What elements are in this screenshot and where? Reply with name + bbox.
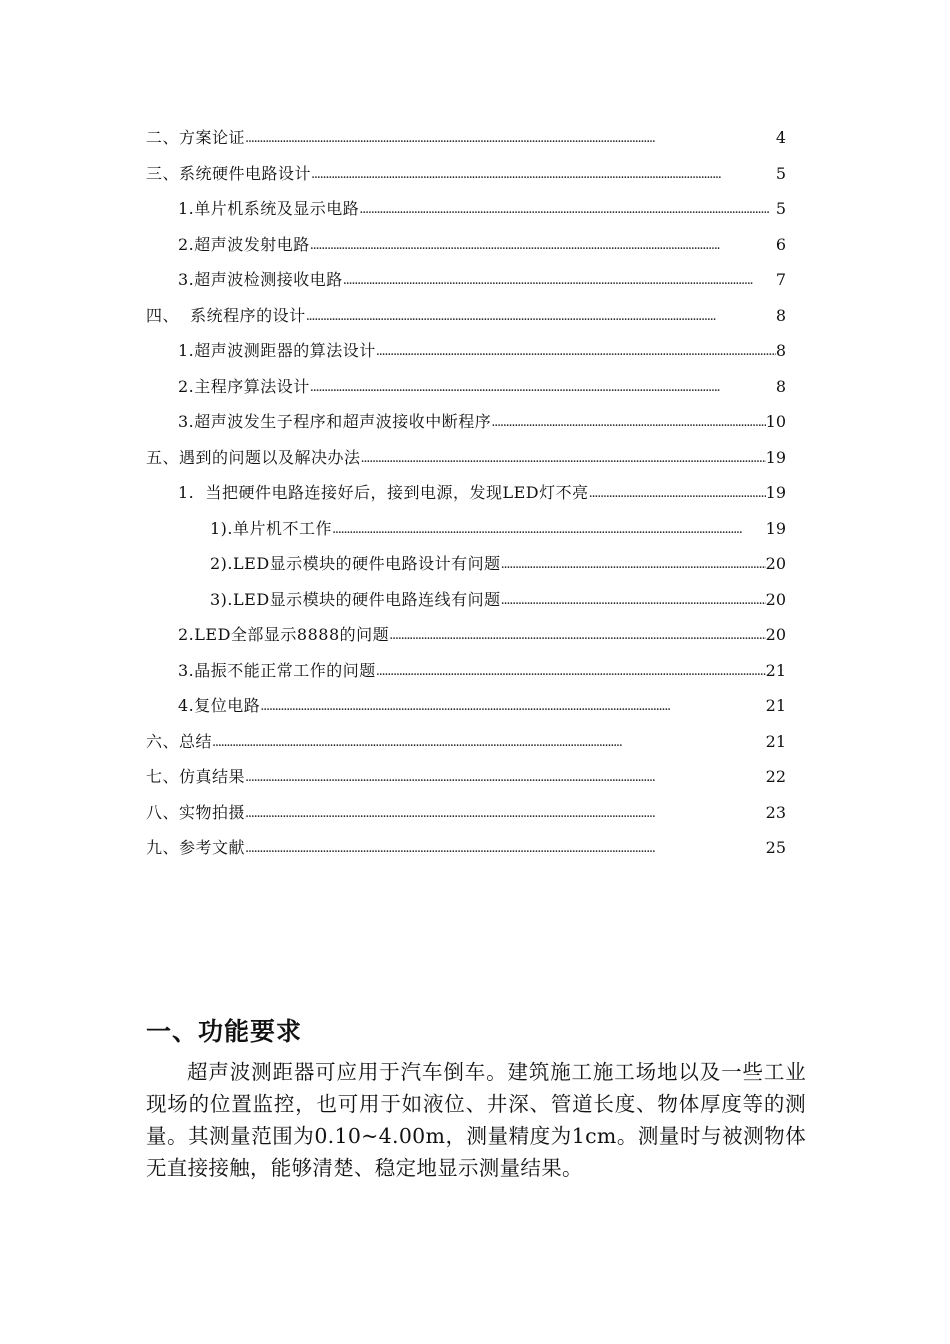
- toc-entry[interactable]: [178, 657, 786, 681]
- toc-leader: [245, 770, 766, 787]
- section-heading: 一、功能要求: [146, 1017, 303, 1046]
- toc-entry-page: 21: [765, 661, 786, 680]
- toc-entry-title: 4.复位电路: [178, 696, 261, 715]
- toc-entry[interactable]: [146, 763, 786, 787]
- toc-leader: [343, 273, 776, 290]
- toc-entry-page: 19: [765, 448, 786, 467]
- toc-leader: [491, 415, 765, 432]
- toc-entry-page: 8: [775, 341, 786, 360]
- toc-entry-title: 五、遇到的问题以及解决办法: [146, 448, 361, 467]
- toc-entry-title: 八、实物拍摄: [146, 803, 246, 822]
- toc-entry-title: 四、 系统程序的设计: [146, 306, 306, 325]
- toc-leader: [376, 664, 766, 681]
- toc-entry[interactable]: [178, 408, 786, 432]
- toc-entry-title: 2.LED全部显示8888的问题: [178, 625, 390, 644]
- toc-entry[interactable]: [210, 586, 786, 610]
- toc-entry[interactable]: [146, 444, 786, 468]
- toc-entry-title: 六、总结: [146, 732, 213, 751]
- toc-entry[interactable]: [178, 231, 786, 255]
- toc-entry-page: 4: [775, 128, 786, 147]
- toc-leader: [332, 522, 766, 539]
- toc-entry[interactable]: [146, 834, 786, 858]
- toc-entry-title: 三、系统硬件电路设计: [146, 164, 312, 183]
- toc-leader: [306, 309, 776, 326]
- toc-leader: [310, 238, 776, 255]
- toc-entry[interactable]: [178, 337, 786, 361]
- toc-entry[interactable]: [146, 799, 786, 823]
- toc-entry[interactable]: [178, 266, 786, 290]
- toc-leader: [245, 806, 766, 823]
- toc-entry-page: 5: [775, 199, 786, 218]
- toc-entry-page: 7: [775, 270, 786, 289]
- toc-leader: [245, 841, 766, 858]
- toc-entry-page: 6: [775, 235, 786, 254]
- toc-entry-title: 1.超声波测距器的算法设计: [178, 341, 376, 360]
- toc-entry-page: 20: [765, 554, 786, 573]
- toc-entry[interactable]: [178, 692, 786, 716]
- toc-leader: [376, 344, 776, 361]
- toc-entry-page: 19: [765, 483, 786, 502]
- toc-entry-page: 22: [765, 767, 786, 786]
- toc-entry-page: 23: [765, 803, 786, 822]
- toc-entry-title: 2).LED显示模块的硬件电路设计有问题: [210, 554, 501, 573]
- toc-entry-title: 1.单片机系统及显示电路: [178, 199, 360, 218]
- toc-entry[interactable]: [210, 550, 786, 574]
- toc-entry-title: 3.超声波检测接收电路: [178, 270, 343, 289]
- toc-entry-title: 七、仿真结果: [146, 767, 246, 786]
- toc-entry-title: 3).LED显示模块的硬件电路连线有问题: [210, 590, 501, 609]
- toc-entry-title: 3.晶振不能正常工作的问题: [178, 661, 376, 680]
- toc-entry-page: 21: [765, 732, 786, 751]
- toc-entry[interactable]: [146, 302, 786, 326]
- toc-leader: [361, 451, 766, 468]
- toc-entry-page: 10: [765, 412, 786, 431]
- toc-entry[interactable]: [210, 515, 786, 539]
- toc-entry-page: 8: [775, 306, 786, 325]
- toc-entry[interactable]: [146, 728, 786, 752]
- toc-entry-title: 二、方案论证: [146, 128, 246, 147]
- toc-entry-page: 8: [775, 377, 786, 396]
- toc-leader: [260, 699, 765, 716]
- toc-entry[interactable]: [146, 124, 786, 148]
- toc-entry[interactable]: [146, 160, 786, 184]
- toc-leader: [589, 486, 766, 503]
- toc-entry[interactable]: [178, 373, 786, 397]
- toc-entry-title: 1. 当把硬件电路连接好后，接到电源，发现LED灯不亮: [178, 483, 589, 502]
- toc-leader: [359, 202, 776, 219]
- toc-leader: [245, 131, 776, 148]
- section-body-paragraph: 超声波测距器可应用于汽车倒车。建筑施工施工场地以及一些工业现场的位置监控，也可用于如液位、井深、管道长度、物体厚度等的测量。其测量范围为0.10~4.00m，测量精度为1cm。测量时与被测物体无直接接触，能够清楚、稳定地显示测量结果。: [146, 1060, 806, 1180]
- toc-leader: [212, 735, 766, 752]
- toc-entry-title: 3.超声波发生子程序和超声波接收中断程序: [178, 412, 492, 431]
- toc-leader: [501, 557, 766, 574]
- toc-entry-page: 19: [765, 519, 786, 538]
- toc-entry-title: 2.主程序算法设计: [178, 377, 310, 396]
- toc-entry-page: 21: [765, 696, 786, 715]
- toc-entry[interactable]: [178, 195, 786, 219]
- toc-entry[interactable]: [178, 479, 786, 503]
- toc-entry-page: 5: [775, 164, 786, 183]
- toc-leader: [389, 628, 766, 645]
- toc-entry-title: 1).单片机不工作: [210, 519, 333, 538]
- toc-entry-title: 2.超声波发射电路: [178, 235, 310, 254]
- toc-leader: [311, 167, 776, 184]
- toc-entry[interactable]: [178, 621, 786, 645]
- toc-entry-page: 25: [765, 838, 786, 857]
- toc-entry-page: 20: [765, 590, 786, 609]
- toc-leader: [310, 380, 776, 397]
- toc-leader: [501, 593, 766, 610]
- toc-entry-page: 20: [765, 625, 786, 644]
- section-function-requirements: [146, 1012, 806, 1184]
- toc-entry-title: 九、参考文献: [146, 838, 246, 857]
